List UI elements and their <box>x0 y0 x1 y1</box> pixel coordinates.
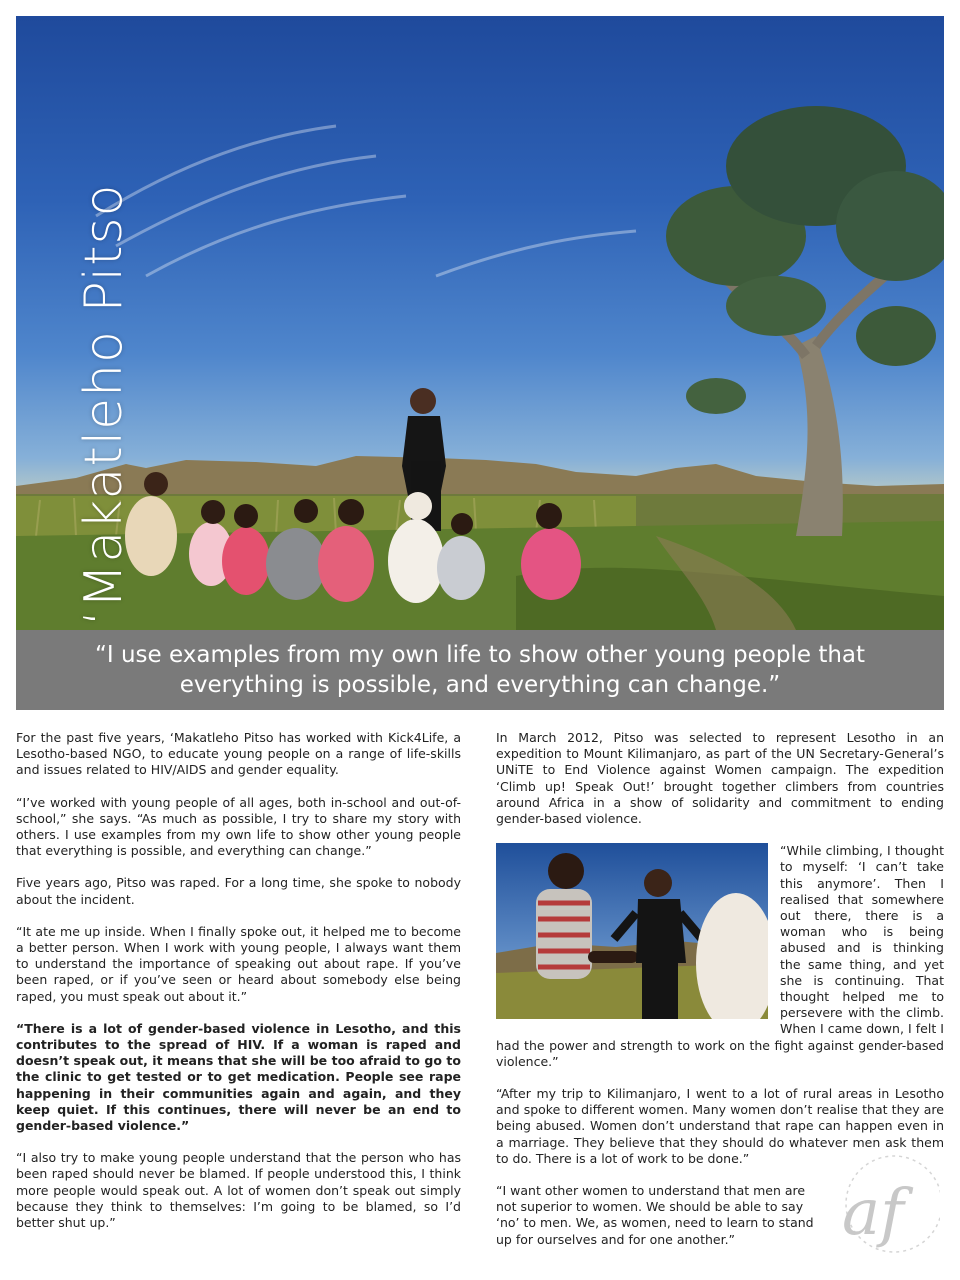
left-paragraph-6: “I also try to make young people understand that the person who has been raped should never be blamed. If people understood this, I think more people would speak out. A lot of women don’t speak out simply because they think to themselves: I’m going to be blamed, so I’d better shut up.” <box>16 1150 461 1231</box>
inset-photo-illustration <box>496 843 768 1019</box>
hero-title: ‘Makatleho Pitso <box>74 183 134 626</box>
inset-wrap <box>496 843 944 1070</box>
inset-photo <box>496 843 768 1019</box>
right-paragraph-2: “While climbing, I thought to myself: ‘I can’t take this anymore’. Then I realised that somewhere out there, there is a woman who is being abused and is thinking the same thing, and yet she is continuing. That thought helped me to persevere with the climb. When I came down, I felt I had the power and strength to work on the fight against gender-based violence.” <box>496 843 944 1069</box>
pull-quote-text: “I use examples from my own life to show other young people that everything is possible, and everything can change.” <box>94 642 866 698</box>
left-paragraph-2: “I’ve worked with young people of all ages, both in-school and out-of-school,” she says. “As much as possible, I try to share my story with others. I use examples from my own life to show other young people that everything is possible, and everything can change.” <box>16 794 461 859</box>
af-monogram-logo-icon <box>832 1148 940 1266</box>
hero-photo <box>16 16 944 630</box>
hero-photo-illustration <box>16 16 944 630</box>
right-paragraph-3: “After my trip to Kilimanjaro, I went to a lot of rural areas in Lesotho and spoke to different women. Many women don’t realise that they are being abused. Women don’t understand that rape can happen even in a marriage. They believe that they should do whatever men ask them to do. There is a lot of work to be done.” <box>496 1086 944 1166</box>
af-logo <box>832 1148 940 1266</box>
left-paragraph-4: “It ate me up inside. When I finally spoke out, it helped me to become a better person. When I work with young people, I always want them to understand the importance of speaking out about rape. If you’ve been raped, or if you’ve seen or heard about somebody else being raped, you must speak out about it.” <box>16 923 461 1004</box>
cloud-wisps <box>96 126 636 276</box>
left-paragraph-5-bold: “There is a lot of gender-based violence in Lesotho, and this contributes to the spread of HIV. If a woman is raped and doesn’t speak out, it means that she will be too afraid to go to the clinic to get tested or to get medication. People see rape happening in their communities again and again, and they keep quiet. If this continues, there will never be an end to gender-based violence.” <box>16 1020 461 1134</box>
right-paragraph-1: In March 2012, Pitso was selected to represent Lesotho in an expedition to Mount Kilimanjaro, as part of the UN Secretary-General’s UNiTE to End Violence against Women campaign. The expedition ‘Climb up! Speak Out!’ brought together climbers from countries around Africa in a show of solidarity and commitment to ending gender-based violence. <box>496 730 944 827</box>
left-paragraph-3: Five years ago, Pitso was raped. For a long time, she spoke to nobody about the incident. <box>16 875 461 907</box>
right-paragraph-4: “I want other women to understand that men are not superior to women. We should be able to say ‘no’ to men. We, as women, need to learn to stand up for ourselves and for one another.” <box>496 1183 814 1247</box>
left-paragraph-1: For the past five years, ‘Makatleho Pitso has worked with Kick4Life, a Lesotho-based NGO, to educate young people on a range of life-skills and issues related to HIV/AIDS and gender equality. <box>16 730 461 778</box>
left-column <box>16 730 461 1247</box>
af-logo-text: af <box>842 1176 904 1250</box>
pull-quote <box>16 630 944 710</box>
